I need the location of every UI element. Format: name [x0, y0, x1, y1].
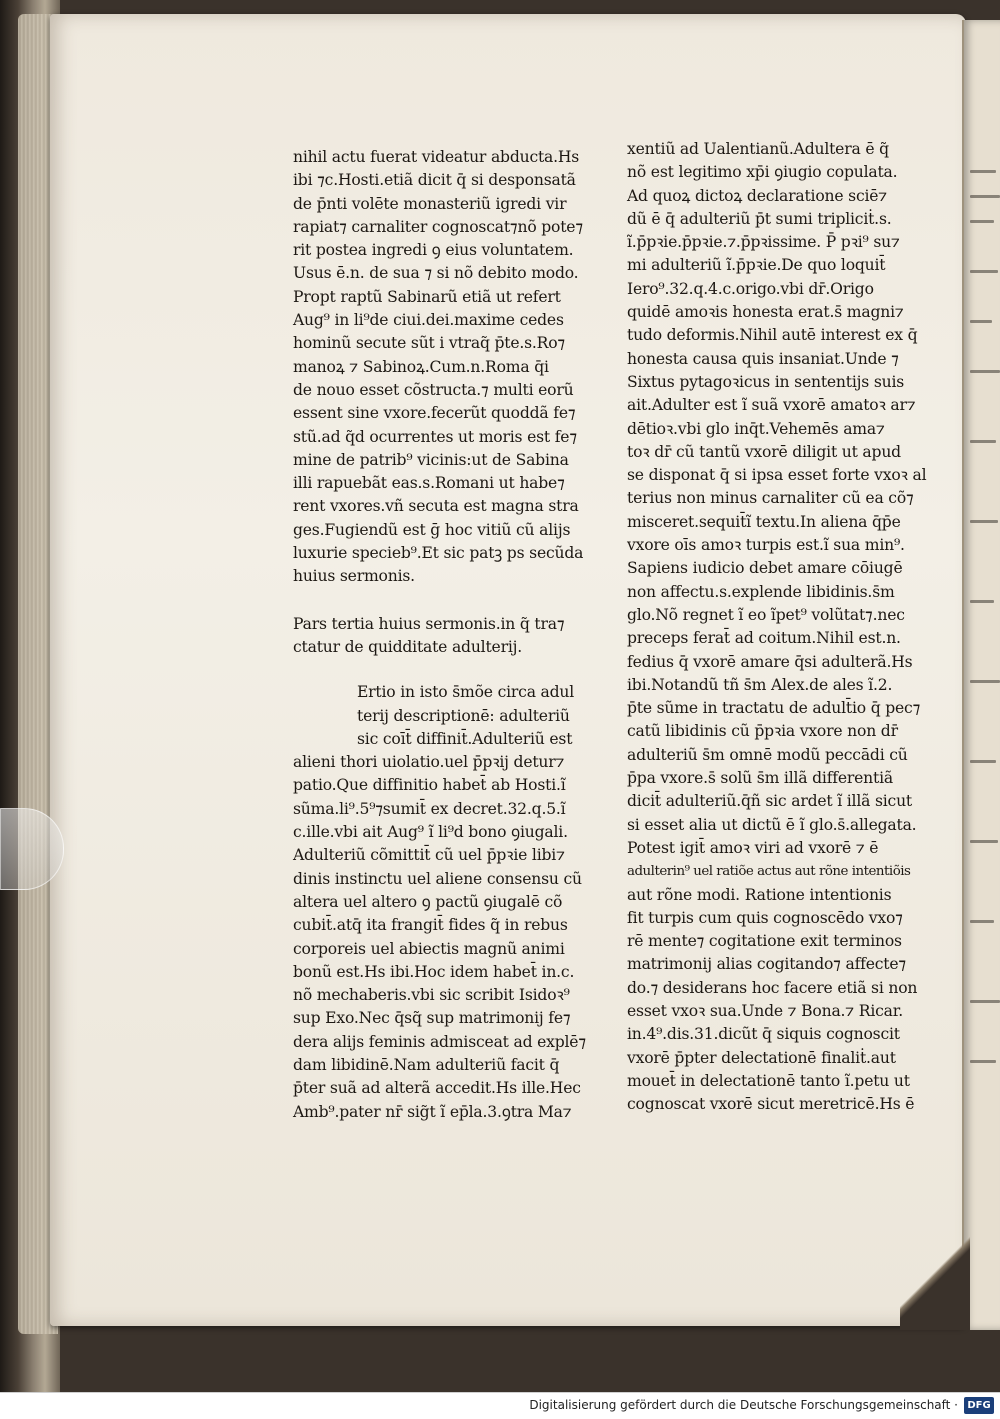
text-line: Propt raptũ Sabinarũ etiã ut refert: [293, 287, 561, 306]
text-line: tudo deformis.Nihil autē interest ex q̄: [627, 326, 918, 345]
text-line: altera uel altero ꝯ pactũ ꝯiugalē cõ: [293, 892, 563, 911]
page-corner-fold: [900, 1220, 970, 1330]
text-line: c.ille.vbi ait Aug⁹ ĩ li⁹d bono ꝯiugali.: [293, 823, 568, 842]
text-line: aut rõne modi. Ratione intentionis: [627, 885, 892, 904]
left-text-column: [293, 146, 593, 1124]
text-line: catũ libidinis cũ p̄pꝛia vxore non dr̄: [627, 722, 898, 741]
text-line: matrimonij alias cogitando⁊ affecte⁊: [627, 955, 906, 974]
text-line: de p̄nti volēte monasteriũ igredi vir: [293, 194, 567, 213]
text-line: esset vxoꝛ sua.Unde ⁊ Bona.⁊ Ricar.: [627, 1001, 904, 1020]
text-line: ges.Fugiendũ est ḡ hoc vitiũ cũ alijs: [293, 520, 571, 539]
text-line: in.4⁹.dis.31.dicũt q̄ siquis cognoscit: [627, 1025, 900, 1044]
text-line: mine de patrib⁹ vicinis:ut de Sabina: [293, 450, 569, 469]
facing-page-edge: [962, 20, 1000, 1330]
section-heading-line: Pars tertia huius sermonis.in q̃ tra⁊: [293, 614, 565, 633]
text-line: hominũ secute sũt i vtraq̃ p̄te.s.Ro⁊: [293, 334, 565, 353]
text-line: mi adulteriũ ĩ.p̄pꝛie.De quo loquit̄: [627, 256, 886, 275]
text-line: Sixtus pytagoꝛicus in sententijs suis: [627, 372, 905, 391]
indented-text-line: sic coīt̄ diffinit̄.Adulteriũ est: [357, 729, 573, 748]
text-line: preceps ferat̄ ad coitum.Nihil est.n.: [627, 629, 901, 648]
right-text-column: [627, 138, 927, 1116]
text-line: stũ.ad q̃d ocurrentes ut moris est fe⁊: [293, 427, 577, 446]
text-line: glo.Nõ regnet ĩ eo ĩpet⁹ volũtat⁊.nec: [627, 605, 905, 624]
text-line: cubit̄.atq̄ ita frangit̄ fides q̃ in rebus: [293, 916, 568, 935]
text-line: nihil actu fuerat videatur abducta.Hs: [293, 148, 580, 166]
text-line: dam libidinē.Nam adulteriũ facit q̄: [293, 1055, 560, 1074]
text-line: dera alijs feminis admisceat ad explē⁊: [293, 1032, 586, 1051]
text-line: p̄pa vxore.s̄ solũ s̄m illã differentiã: [627, 769, 893, 788]
spacer: [293, 589, 593, 613]
text-line: ĩ.p̄pꝛie.p̄pꝛie.⁊.p̄pꝛissime. P̄ pꝛi⁹ su⁊: [627, 233, 900, 252]
text-line: Amb⁹.pater nr̄ sig̃t ĩ ep̄la.3.ꝯtra Ma⁊: [293, 1102, 572, 1121]
text-line: fit turpis cum quis cognoscēdo vxo⁊: [627, 908, 903, 927]
text-line: essent sine vxore.fecerũt quoddã fe⁊: [293, 404, 576, 423]
text-line: mouet̄ in delectationē tanto ĩ.petu ut: [627, 1071, 910, 1090]
indented-text-line: terij descriptionē: adulteriũ: [357, 706, 570, 725]
text-line: toꝛ dr̄ cũ tantũ vxorē diligit ut apud: [627, 442, 901, 461]
text-line: sũma.li⁹.5⁹⁊sumit̄ ex decret.32.q.5.ĩ: [293, 799, 566, 818]
text-line: de nouo esset cõstructa.⁊ multi eorũ: [293, 380, 574, 399]
funding-credit: Digitalisierung gefördert durch die Deutsche Forschungsgemeinschaft ·: [529, 1398, 958, 1412]
section-heading-line: ctatur de quidditate adulterij.: [293, 637, 523, 656]
text-line: Sapiens iudicio debet amare cōiugē: [627, 559, 903, 578]
text-line: Adulteriũ cõmittit̄ cũ uel p̄pꝛie libi⁊: [293, 846, 565, 865]
text-line: corporeis uel abiectis magnũ animi: [293, 939, 565, 958]
footer-bar: [0, 1392, 1000, 1419]
text-line: do.⁊ desiderans hoc facere etiã si non: [627, 978, 918, 997]
text-line: dētioꝛ.vbi glo inq̄t.Vehemēs ama⁊: [627, 419, 885, 438]
indented-text-line: Ertio in isto s̄mõe circa adul: [357, 683, 575, 702]
text-line: p̄ter suã ad alterã accedit.Hs ille.Hec: [293, 1079, 581, 1098]
text-line: honesta causa quis insaniat.Unde ⁊: [627, 349, 899, 368]
text-line: terius non minus carnaliter cũ ea cõ⁊: [627, 489, 914, 508]
text-line: Usus ē.n. de sua ⁊ si nõ debito modo.: [293, 264, 579, 283]
text-line: Ad quoꝝ dictoꝝ declaratione sciē⁊: [627, 186, 888, 205]
text-line: cognoscat vxorē sicut meretricē.Hs ē: [627, 1095, 915, 1114]
text-line: quidē amoꝛis honesta erat.s̄ magni⁊: [627, 303, 904, 322]
text-line: nõ mechaberis.vbi sic scribit Isidoꝛ⁹: [293, 986, 570, 1005]
text-line: rapiat⁊ carnaliter cognoscat⁊nõ pote⁊: [293, 217, 583, 236]
text-line: vxorē p̄pter delectationē finaliṫ.aut: [627, 1048, 896, 1067]
text-line: adulteriũ s̄m omnē modũ peccādi cũ: [627, 745, 908, 764]
text-line: rent vxores.vñ secuta est magna stra: [293, 497, 579, 516]
text-line: adulterin⁹ uel ratiõe actus aut rõne intentiõis: [627, 864, 911, 880]
text-line: dicit̄ adulteriũ.q̄ñ sic ardet ĩ illã sicut: [627, 792, 912, 811]
text-line: alieni thori uiolatio.uel p̄pꝛij detur⁊: [293, 753, 565, 772]
text-line: patio.Que diffinitio habet̄ ab Hosti.ĩ: [293, 776, 566, 795]
text-line: illi rapuebãt eas.s.Romani ut habe⁊: [293, 474, 565, 493]
text-line: rit postea ingredi ꝯ eius voluntatem.: [293, 241, 574, 260]
text-line: p̄te sũme in tractatu de adult̄io q̄ pec⁊: [627, 699, 921, 718]
text-line: huius sermonis.: [293, 567, 415, 586]
text-line: Aug⁹ in li⁹de ciui.dei.maxime cedes: [293, 311, 564, 330]
spacer: [293, 659, 593, 681]
text-line: Iero⁹.32.q.4.c.origo.vbi dr̄.Origo: [627, 279, 874, 298]
text-line: ibi.Notandũ tñ s̄m Alex.de ales ĩ.2.: [627, 675, 893, 694]
text-line: fedius q̄ vxorē amare q̄si adulterã.Hs: [627, 652, 913, 671]
text-line: ait.Adulter est ĩ suã vxorē amatoꝛ ar⁊: [627, 396, 916, 415]
text-line: si esset alia ut dictũ ē ĩ glo.s̄.allegata.: [627, 815, 917, 834]
text-line: non affectu.s.explende libidinis.s̄m: [627, 582, 895, 601]
text-line: Potest igit̄ amoꝛ viri ad vxorē ⁊ ē: [627, 838, 879, 857]
text-line: luxurie specieb⁹.Et sic patꝫ ps secũda: [293, 544, 584, 563]
text-line: dũ ē q̄ adulteriũ p̄t sumi tripliciṫ.s.: [627, 209, 892, 228]
text-line: se disponat q̄ si ipsa esset forte vxoꝛ al: [627, 466, 927, 485]
text-line: misceret.sequit̄ĩ textu.In aliena q̄p̄e: [627, 512, 901, 531]
text-line: manoꝝ ⁊ Sabinoꝝ.Cum.n.Roma q̄i: [293, 357, 549, 376]
text-line: dinis instinctu uel aliene consensu cũ: [293, 869, 582, 888]
text-line: sup Exo.Nec q̄sq̃ sup matrimonij fe⁊: [293, 1009, 571, 1028]
dfg-logo: DFG: [964, 1397, 994, 1414]
text-line: bonũ est.Hs ibi.Hoc idem habet̄ in.c.: [293, 962, 575, 981]
text-line: ibi ⁊c.Hosti.etiã dicit q̄ si desponsatã: [293, 171, 576, 190]
text-line: nõ est legitimo xp̄i ꝯiugio copulata.: [627, 163, 898, 182]
text-line: vxore oīs amoꝛ turpis est.ĩ sua min⁹.: [627, 536, 905, 555]
text-line: xentiũ ad Ualentianũ.Adultera ē q̃: [627, 140, 889, 158]
text-line: rē mente⁊ cogitatione exit terminos: [627, 932, 902, 951]
